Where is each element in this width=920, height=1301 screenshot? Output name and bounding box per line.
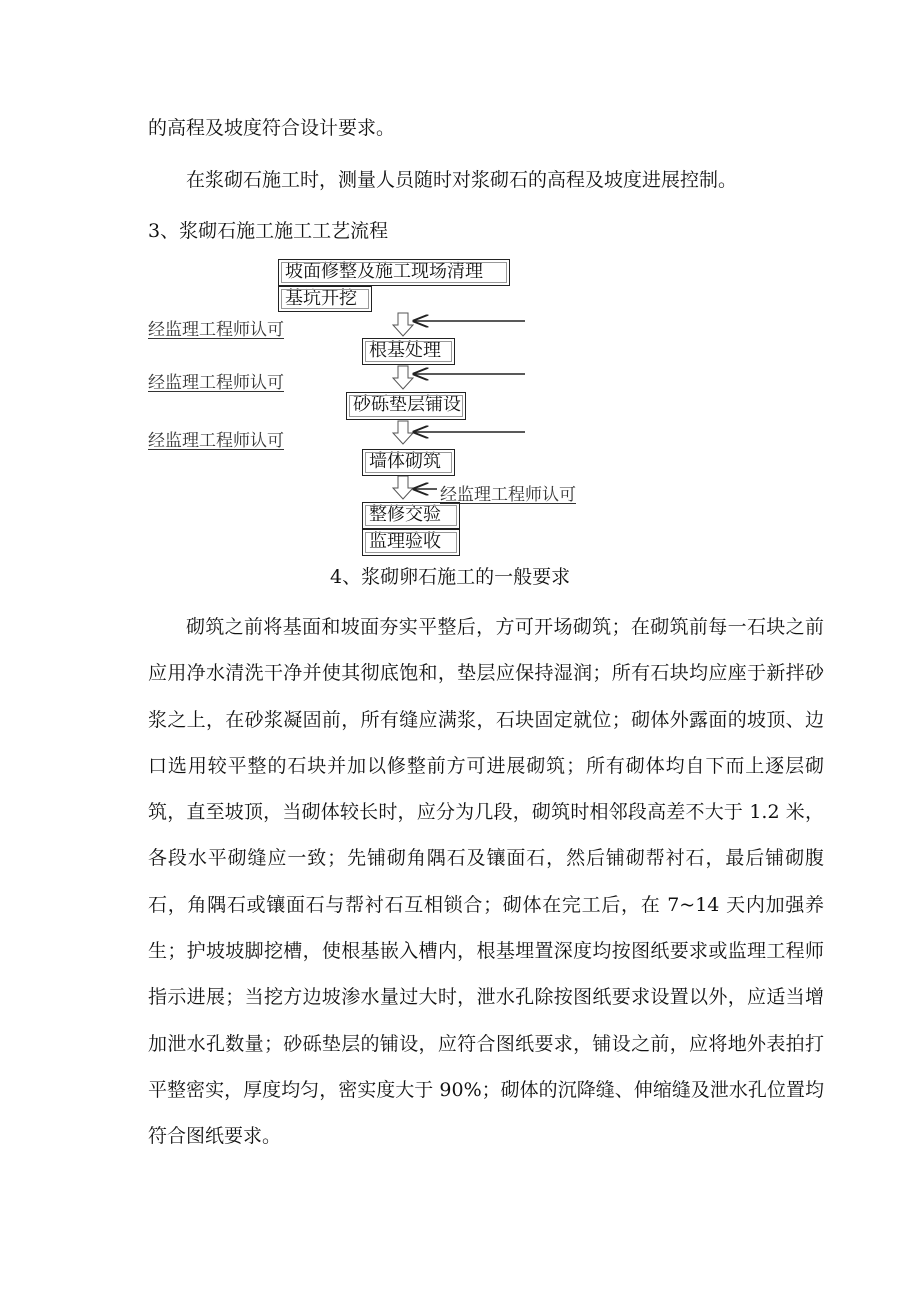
section-heading-4: 4、浆砌卵石施工的一般要求 bbox=[330, 566, 571, 588]
flow-step-foundation bbox=[362, 338, 455, 365]
flow-step-excavation bbox=[278, 286, 372, 312]
approval-label-1: 经监理工程师认可 bbox=[148, 320, 284, 340]
flow-step-label: 根基处理 bbox=[369, 340, 441, 361]
approval-label-2: 经监理工程师认可 bbox=[148, 373, 284, 393]
flow-step-gravel-layer bbox=[346, 392, 466, 420]
approval-label-4: 经监理工程师认可 bbox=[440, 485, 576, 505]
flow-step-finishing bbox=[362, 502, 460, 529]
flow-step-label: 监理验收 bbox=[369, 531, 441, 552]
paragraph-continuation: 的高程及坡度符合设计要求。 bbox=[148, 117, 396, 139]
flow-step-label: 坡面修整及施工现场清理 bbox=[285, 261, 483, 282]
paragraph-requirements: 砌筑之前将基面和坡面夯实平整后，方可开场砌筑；在砌筑前每一石块之前应用净水清洗干净并使其彻底饱和，垫层应保持湿润；所有石块均应座于新拌砂浆之上，在砂浆凝固前，所有缝应满浆，石块固定就位；砌体外露面的坡顶、边口选用较平整的石块并加以修整前方可进展砌筑；所有砌体均自下而上逐层砌筑，直至坡顶，当砌体较长时，应分为几段，砌筑时相邻段高差不大于 1.2 米，各段水平砌缝应一致；先铺砌角隅石及镶面石，然后铺砌帮衬石，最后铺砌腹石，角隅石或镶面石与帮衬石互相锁合；砌体在完工后，在 7~14 天内加强养生；护坡坡脚挖槽，使根基嵌入槽内，根基埋置深度均按图纸要求或监理工程师指示进展；当挖方边坡渗水量过大时，泄水孔除按图纸要求设置以外，应适当增加泄水孔数量；砂砾垫层的铺设，应符合图纸要求，铺设之前，应将地外表拍打平整密实，厚度均匀，密实度大于 90%；砌体的沉降缝、伸缩缝及泄水孔位置均符合图纸要求。 bbox=[148, 616, 824, 1148]
flow-step-acceptance bbox=[362, 529, 460, 556]
paragraph-survey-control: 在浆砌石施工时，测量人员随时对浆砌石的高程及坡度进展控制。 bbox=[186, 169, 738, 191]
flow-step-label: 整修交验 bbox=[369, 504, 441, 525]
section-heading-3: 3、浆砌石施工施工工艺流程 bbox=[148, 220, 389, 242]
flow-step-slope-trim bbox=[278, 259, 510, 286]
approval-label-3: 经监理工程师认可 bbox=[148, 431, 284, 451]
down-arrow-2 bbox=[393, 366, 413, 389]
down-arrow-1 bbox=[393, 313, 413, 336]
flow-step-label: 砂砾垫层铺设 bbox=[353, 394, 461, 415]
flow-step-label: 墙体砌筑 bbox=[369, 451, 441, 472]
flow-step-masonry bbox=[362, 449, 455, 476]
down-arrow-4 bbox=[393, 476, 413, 499]
down-arrow-3 bbox=[393, 421, 413, 444]
flow-step-label: 基坑开挖 bbox=[285, 288, 357, 309]
